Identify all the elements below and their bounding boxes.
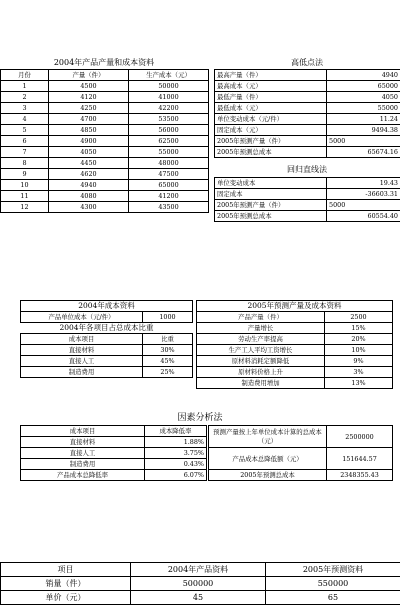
table-row xyxy=(21,459,207,470)
cell: 53500 xyxy=(129,114,209,125)
cell: 48000 xyxy=(129,158,209,169)
cell: 65000 xyxy=(129,180,209,191)
forecast2005-table xyxy=(196,300,393,389)
cell: 2005年预测产量（件） xyxy=(215,200,327,211)
table-header-row xyxy=(21,334,193,345)
cell: 4450 xyxy=(49,158,129,169)
cell: 制造费用 xyxy=(21,459,145,470)
table-row xyxy=(215,103,400,114)
cell: 最高成本（元） xyxy=(215,81,327,92)
table-row xyxy=(215,189,400,200)
cell: -36603.31 xyxy=(327,189,400,200)
cell: 产量增长 xyxy=(197,323,325,334)
cell: 2348355.43 xyxy=(327,470,393,481)
cell: 产品产量（件） xyxy=(197,312,325,323)
header-output: 产量（件） xyxy=(49,70,129,81)
cell: 19.43 xyxy=(327,178,400,189)
table-row xyxy=(197,312,393,323)
cell: 9 xyxy=(1,169,49,180)
table-row xyxy=(21,356,193,367)
table-row xyxy=(209,470,393,481)
table-row xyxy=(1,147,209,158)
cell: 制造费用增加 xyxy=(197,378,325,389)
cell: 30% xyxy=(143,345,193,356)
table-row xyxy=(197,356,393,367)
cost2004-table xyxy=(20,300,193,378)
cell: 直接人工 xyxy=(21,448,145,459)
cell: 最高产量（件） xyxy=(215,70,327,81)
cell: 62500 xyxy=(129,136,209,147)
table-row xyxy=(21,448,207,459)
table-row xyxy=(1,81,209,92)
cell: 55000 xyxy=(129,147,209,158)
cost2004-subtitle: 2004年各项目占总成本比重 xyxy=(21,323,193,334)
header-item: 项目 xyxy=(1,563,131,577)
cell: 45% xyxy=(143,356,193,367)
table-row xyxy=(215,92,400,103)
table-row xyxy=(215,211,400,222)
table-header-row xyxy=(21,426,207,437)
cell: 固定成本（元） xyxy=(215,125,327,136)
cell: 2005年预测总成本 xyxy=(215,211,327,222)
table-row xyxy=(197,345,393,356)
table-row xyxy=(21,301,193,312)
table-row xyxy=(1,92,209,103)
table-row xyxy=(1,125,209,136)
cell: 45 xyxy=(131,591,266,605)
cell: 56000 xyxy=(129,125,209,136)
table-row xyxy=(197,301,393,312)
table-row xyxy=(1,169,209,180)
cell: 1 xyxy=(1,81,49,92)
table-row xyxy=(1,180,209,191)
table-row xyxy=(215,147,400,158)
table-row xyxy=(1,103,209,114)
cell: 最低成本（元） xyxy=(215,103,327,114)
cell: 500000 xyxy=(131,577,266,591)
cell: 9494.38 xyxy=(327,125,400,136)
cell: 4940 xyxy=(327,70,400,81)
cell: 预测产量按上年单位成本计算的总成本（元） xyxy=(209,426,327,448)
cell: 43500 xyxy=(129,202,209,213)
header-cost-item: 成本项目 xyxy=(21,426,145,437)
table-row xyxy=(215,81,400,92)
unit-cost-label: 产品单位成本（元/件） xyxy=(21,312,143,323)
cell: 4250 xyxy=(49,103,129,114)
cell: 11.24 xyxy=(327,114,400,125)
cell: 4500 xyxy=(49,81,129,92)
table-row xyxy=(1,591,400,605)
cell: 11 xyxy=(1,191,49,202)
cell: 4300 xyxy=(49,202,129,213)
cell: 5 xyxy=(1,125,49,136)
table-row xyxy=(1,136,209,147)
cell: 550000 xyxy=(266,577,400,591)
header-reduction-rate: 成本降低率 xyxy=(145,426,207,437)
cell: 直接材料 xyxy=(21,437,145,448)
cell: 直接人工 xyxy=(21,356,143,367)
cell: 0.43% xyxy=(145,459,207,470)
cell: 5000 xyxy=(327,200,400,211)
header-month: 月份 xyxy=(1,70,49,81)
table-row xyxy=(209,426,393,448)
cell: 单价（元） xyxy=(1,591,131,605)
table-row xyxy=(215,136,400,147)
forecast2005-title: 2005年预测产量及成本资料 xyxy=(197,301,393,312)
cell: 2500 xyxy=(325,312,393,323)
header-cost: 生产成本（元） xyxy=(129,70,209,81)
cell: 65674.16 xyxy=(327,147,400,158)
cell: 生产工人平均工资增长 xyxy=(197,345,325,356)
table-row xyxy=(21,367,193,378)
cell: 41200 xyxy=(129,191,209,202)
cell: 劳动生产率提高 xyxy=(197,334,325,345)
cell: 2005年预测产量（件） xyxy=(215,136,327,147)
table-row xyxy=(197,323,393,334)
highlow-table xyxy=(214,69,400,158)
cell: 2005年预测总成本 xyxy=(209,470,327,481)
cell: 1.88% xyxy=(145,437,207,448)
regression-title: 回归直线法 xyxy=(214,165,400,175)
cell: 41000 xyxy=(129,92,209,103)
table-row xyxy=(197,378,393,389)
cell: 4080 xyxy=(49,191,129,202)
table-row xyxy=(1,158,209,169)
header-2004: 2004年产品资料 xyxy=(131,563,266,577)
cell: 3% xyxy=(325,367,393,378)
production-cost-table xyxy=(0,69,209,213)
cell: 原材料消耗定额降低 xyxy=(197,356,325,367)
cell: 直接材料 xyxy=(21,345,143,356)
cell: 55000 xyxy=(327,103,400,114)
cell: 12 xyxy=(1,202,49,213)
cell: 4120 xyxy=(49,92,129,103)
header-share: 比重 xyxy=(143,334,193,345)
table-row xyxy=(215,200,400,211)
table-row xyxy=(215,114,400,125)
table-row xyxy=(215,70,400,81)
cell: 4050 xyxy=(49,147,129,158)
cell: 4900 xyxy=(49,136,129,147)
cost2004-title: 2004年成本资料 xyxy=(21,301,193,312)
cell: 4 xyxy=(1,114,49,125)
cell: 47500 xyxy=(129,169,209,180)
table-header-row xyxy=(1,563,400,577)
cell: 2005年预测总成本 xyxy=(215,147,327,158)
table-row xyxy=(1,191,209,202)
cell: 单位变动成本 xyxy=(215,178,327,189)
cell: 销量（件） xyxy=(1,577,131,591)
table-row xyxy=(21,312,193,323)
cell: 65000 xyxy=(327,81,400,92)
cell: 单位变动成本（元/件） xyxy=(215,114,327,125)
cell: 50000 xyxy=(129,81,209,92)
table-row xyxy=(21,345,193,356)
header-cost-item: 成本项目 xyxy=(21,334,143,345)
unit-cost-value: 1000 xyxy=(143,312,193,323)
cell: 60554.40 xyxy=(327,211,400,222)
cell: 6.07% xyxy=(145,470,207,481)
cell: 15% xyxy=(325,323,393,334)
header-2005: 2005年预测资料 xyxy=(266,563,400,577)
cell: 4620 xyxy=(49,169,129,180)
table-row xyxy=(21,437,207,448)
cell: 6 xyxy=(1,136,49,147)
factor-table xyxy=(20,425,207,481)
table-row xyxy=(209,448,393,470)
table-row xyxy=(21,470,207,481)
production-cost-title: 2004年产品产量和成本资料 xyxy=(0,58,208,68)
cell: 13% xyxy=(325,378,393,389)
cell: 制造费用 xyxy=(21,367,143,378)
cell: 3.75% xyxy=(145,448,207,459)
table-row xyxy=(1,114,209,125)
regression-table xyxy=(214,177,400,222)
table-row xyxy=(215,125,400,136)
table-row xyxy=(197,334,393,345)
cell: 7 xyxy=(1,147,49,158)
cell: 5000 xyxy=(327,136,400,147)
cell: 20% xyxy=(325,334,393,345)
table-header-row xyxy=(1,70,209,81)
factor-title: 因素分析法 xyxy=(0,413,400,423)
cell: 2500000 xyxy=(327,426,393,448)
cell: 10% xyxy=(325,345,393,356)
cell: 9% xyxy=(325,356,393,367)
cell: 最低产量（件） xyxy=(215,92,327,103)
cell: 25% xyxy=(143,367,193,378)
cell: 产品成本总降低率 xyxy=(21,470,145,481)
cell: 4850 xyxy=(49,125,129,136)
highlow-title: 高低点法 xyxy=(214,58,400,68)
cell: 4700 xyxy=(49,114,129,125)
cell: 2 xyxy=(1,92,49,103)
cell: 产品成本总降低额（元） xyxy=(209,448,327,470)
cell: 3 xyxy=(1,103,49,114)
table-row xyxy=(197,367,393,378)
cell: 4050 xyxy=(327,92,400,103)
cell: 42200 xyxy=(129,103,209,114)
sales-table xyxy=(0,562,400,605)
cell: 固定成本 xyxy=(215,189,327,200)
table-row xyxy=(1,202,209,213)
cell: 10 xyxy=(1,180,49,191)
cell: 4940 xyxy=(49,180,129,191)
cell: 原材料价格上升 xyxy=(197,367,325,378)
table-row xyxy=(1,577,400,591)
table-row xyxy=(215,178,400,189)
cell: 151644.57 xyxy=(327,448,393,470)
table-row xyxy=(21,323,193,334)
cell: 65 xyxy=(266,591,400,605)
cell: 8 xyxy=(1,158,49,169)
factor-right-table xyxy=(208,425,393,481)
